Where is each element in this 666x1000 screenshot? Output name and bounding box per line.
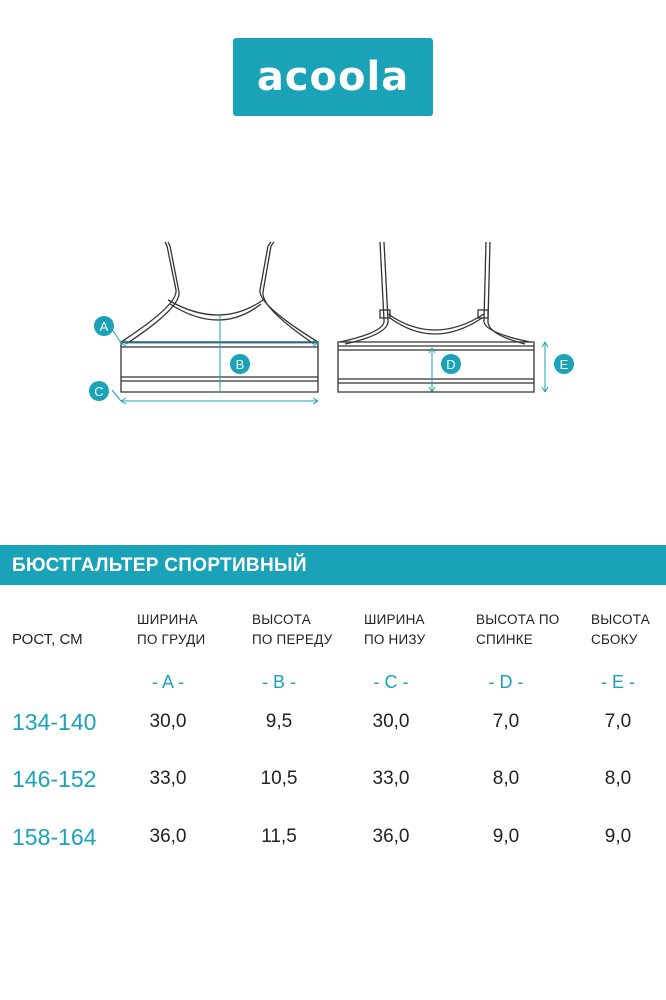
label-e-text: E (559, 357, 569, 372)
label-b (230, 354, 250, 374)
table-cell: 33,0 (372, 768, 410, 789)
table-cell: 30,0 (372, 711, 410, 732)
column-header-line1: ВЫСОТА (591, 612, 650, 627)
label-a (94, 316, 114, 336)
column-letter-c: - C - (373, 672, 409, 692)
back-view (338, 242, 534, 392)
label-e (554, 354, 574, 374)
column-letter-a: - A - (151, 672, 185, 692)
label-c-text: C (94, 384, 104, 399)
column-header-a (137, 610, 205, 650)
table-cell: 10,5 (260, 768, 298, 789)
column-letter-b: - B - (262, 672, 296, 692)
column-header-line1: ВЫСОТА (252, 612, 311, 627)
column-header-d (476, 610, 559, 650)
brand-logo (233, 38, 433, 116)
table-cell: 7,0 (604, 711, 632, 732)
title-bar (0, 545, 666, 585)
column-header-line1: ШИРИНА (364, 612, 425, 627)
table-cell: 9,0 (492, 826, 520, 847)
column-header-c (364, 610, 425, 650)
column-header-line1: ШИРИНА (137, 612, 198, 627)
table-cell: 36,0 (372, 826, 410, 847)
table-cell: 33,0 (149, 768, 187, 789)
table-cell: 11,5 (261, 826, 297, 847)
table-cell: 30,0 (149, 711, 187, 732)
garment-diagram (0, 230, 666, 420)
column-letter-d: - D - (488, 672, 524, 692)
table-cell: 8,0 (604, 768, 632, 789)
column-header-b (252, 610, 332, 650)
table-row-height: 158-164 (12, 824, 97, 850)
table-cell: 9,0 (604, 826, 632, 847)
column-letter-e: - E - (601, 672, 635, 692)
label-c (89, 381, 109, 401)
front-measure-lines (112, 315, 318, 404)
label-d-text: D (446, 357, 456, 372)
column-header-line2: ПО ПЕРЕДУ (252, 632, 333, 647)
column-header-line2: ПО НИЗУ (364, 632, 426, 647)
table-row-height: 146-152 (12, 766, 97, 792)
table-cell: 36,0 (149, 826, 187, 847)
label-b-text: B (235, 357, 245, 372)
table-cell: 9,5 (265, 711, 293, 732)
label-d (441, 354, 461, 374)
column-header-line2: ПО ГРУДИ (137, 632, 206, 647)
column-header-e (591, 610, 650, 650)
table-cell: 7,0 (492, 711, 520, 732)
column-header-line1: ВЫСОТА ПО (476, 612, 560, 627)
label-a-text: A (99, 319, 109, 334)
height-column-header: РОСТ, СМ (12, 631, 83, 648)
column-header-line2: СПИНКЕ (476, 632, 533, 647)
page-title: БЮСТГАЛЬТЕР СПОРТИВНЫЙ (12, 555, 307, 576)
table-row-height: 134-140 (12, 709, 97, 735)
column-header-line2: СБОКУ (591, 632, 638, 647)
table-cell: 8,0 (492, 768, 520, 789)
logo-text: acoola (256, 54, 410, 100)
